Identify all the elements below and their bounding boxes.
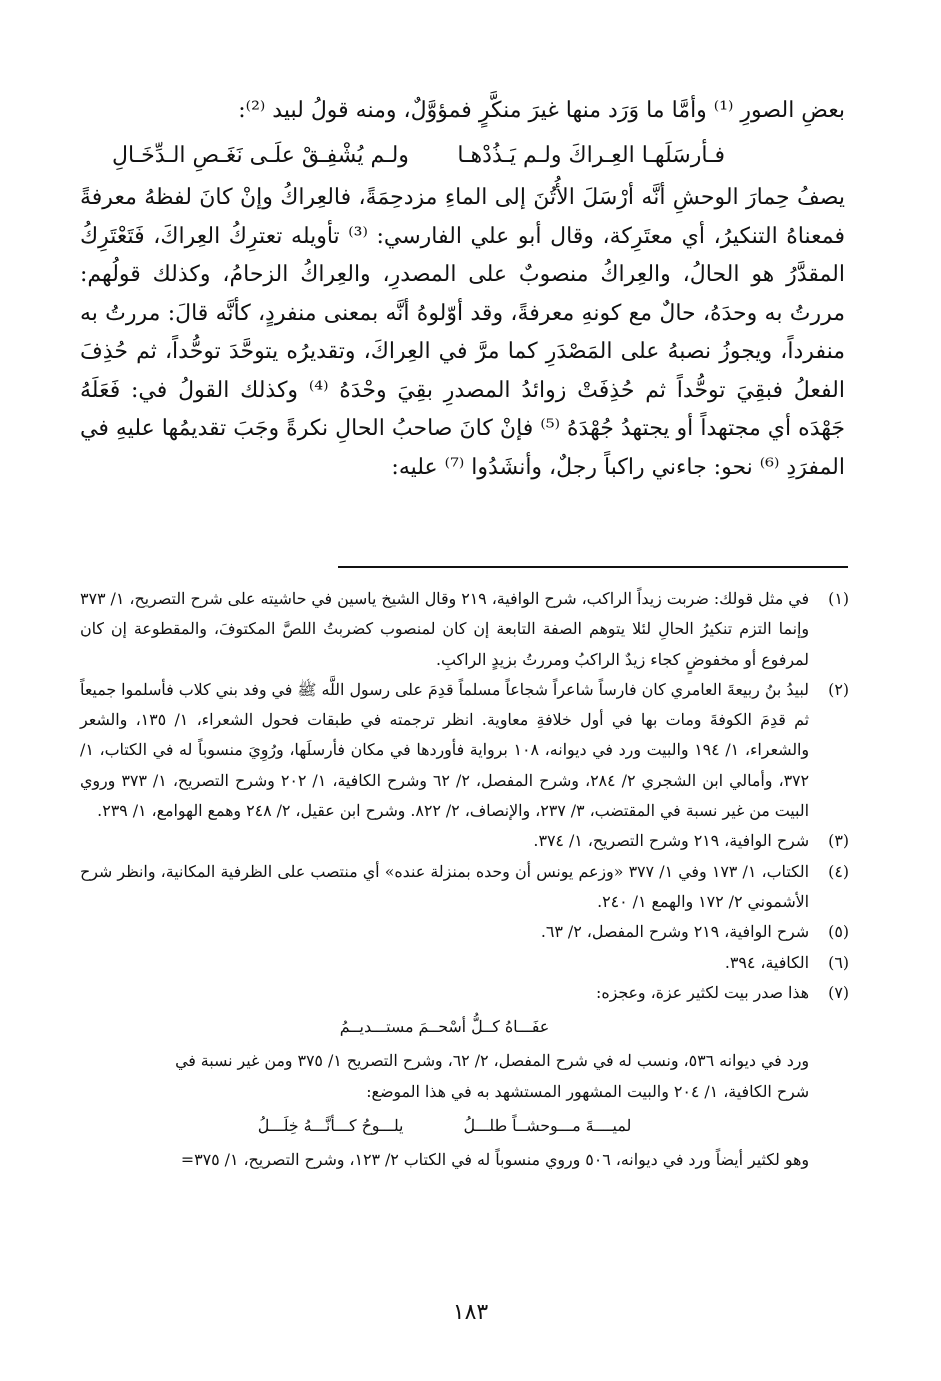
footnote-text: لبيدُ بنُ ربيعةَ العامري كان فارساً شاعراً شجاعاً مسلماً قدِمَ على رسول اللَّه ﷺ في وفد بني كلاب فأسلموا جميعاً ثم قدِمَ الكوفةَ ومات بها في أول خلافةِ معاوية. انظر ترجمته في طبقات فحول الشعراء، ١/ ١٣٥، والشعر والشعراء، ١/ ١٩٤ والبيت ورد في ديوانه، ١٠٨ برواية فأوردها في مكان فأرسلَها، ورُوِيَ منسوباً له في الكتاب، ١/ ٣٧٢، وأمالي ابن الشجري ٢/ ٢٨٤، وشرح المفصل، ٢/ ٦٢ وشرح الكافية، ١/ ٢٠٢ وشرح التصريح، ١/ ٣٧٣ وروي البيت من غير نسبة في المقتضب، ٣/ ٢٣٧، والإنصاف، ٢/ ٨٢٢. وشرح ابن عقيل، ٢/ ٢٤٨ وهمع الهوامع، ١/ ٢٣٩. [80, 679, 810, 821]
footnote-1 [80, 584, 849, 675]
footnote-3 [80, 826, 849, 856]
footnote-6 [80, 948, 849, 978]
verse-second-hemistich: عفَـــاهُ كــلُّ أسْحــمَ مستـــديــمُ [339, 1017, 550, 1037]
footnote-7 [80, 978, 849, 1008]
footnote-text: الكتاب، ١/ ١٧٣ وفي ١/ ٣٧٧ «وزعم يونس أن وحده بمنزلة عنده» أي منتصب على الظرفية المكانية، وانظر شرح الأشموني ٢/ ١٧٢ والهمع ١/ ٢٤٠. [80, 861, 810, 911]
footnote-number: (٦) [828, 952, 849, 972]
footnote-verse [80, 1107, 809, 1145]
verse-second-hemistich: يلـــوحُ كـــأنَّـــهُ خِلَـــلُ [257, 1116, 404, 1136]
footnotes [80, 584, 849, 1176]
footnote-number: (١) [828, 589, 849, 608]
verse-second-hemistich: ولـم يُشْفِـقْ علَـى نَغَـصِ الـدِّخَـالِ [112, 142, 409, 168]
footnote-number: (٧) [828, 982, 849, 1002]
footnote-text: في مثل قولك: ضربت زيداً الراكب، شرح الوافية، ٢١٩ وقال الشيخ ياسين في حاشيته على شرح التصريح، ١/ ٣٧٣ وإنما التزم تنكيرُ الحالِ لئلا يتوهم الصفة التابعة إن كان لمنصوب كضربتُ اللصَّ المكتوفَ، والمقطوعة إن كان لمرفوع أو مخفوضٍ كجاء زيدٌ الراكبُ ومررتُ بزيدٍ الراكبِ. [80, 589, 809, 669]
footnote-verse-hemistich [80, 1008, 809, 1046]
main-text [80, 92, 845, 487]
footnote-text: هذا صدر بيت لكثير عزة، وعجزه: [596, 982, 809, 1002]
page-number: ١٨٣ [452, 1300, 489, 1325]
footnote-number: (٣) [828, 831, 849, 851]
footnote-2 [80, 675, 849, 826]
footnote-separator [338, 566, 848, 568]
footnote-text: شرح الوافية، ٢١٩ وشرح التصريح، ١/ ٣٧٤. [533, 831, 809, 851]
footnote-number: (٢) [828, 679, 849, 699]
footnote-continuation: شرح الكافية، ١/ ٢٠٤ والبيت المشهور المستشهد به في هذا الموضع: [366, 1081, 809, 1101]
paragraph-explanation: يصفُ حِمارَ الوحشِ أنَّه أرْسَلَ الأُتُنَ إلى الماءِ مزدحِمَةً، فالعِراكُ وإنْ كانَ لفظهُ معرفةً فمعناهُ التنكيرُ، أي معتَرِكة، وقال أبو علي الفارسي: ⁽³⁾ تأويله تعترِكُ العِراكَ، فَتَعْتَرِكُ المقدَّرُ هو الحالُ، والعِراكُ منصوبٌ على المصدرِ، والعِراكُ الزحامُ، وكذلك قولُهم: مررتُ به وحدَهُ، حالٌ مع كونهِ معرفةً، وقد أوّلوهُ أنَّه بمعنى منفردٍ، كأنَّه قالَ: مررتُ به منفرداً، ويجوزُ نصبهُ على المَصْدَرِ كما مرَّ في العِراكَ، وتقديرُه يتوحَّدَ توحُّداً، ثم حُذِفَ الفعلُ فبقِيَ توحُّداً ثم حُذِفَتْ زوائدُ المصدرِ بقِيَ وحْدَهُ ⁽⁴⁾ وكذلك القولُ في: فَعَلَهُ جَهْدَه أي مجتهداً أو يجتهدُ جُهْدَهُ ⁽⁵⁾ فإنْ كانَ صاحبُ الحالِ نكرةً وجَبَ تقديمُها عليهِ في المفرَدِ ⁽⁶⁾ نحو: جاءني راكباً رجلٌ، وأنشَدُوا ⁽⁷⁾ عليه: [80, 185, 845, 480]
footnote-4 [80, 857, 849, 918]
paragraph-intro: بعضِ الصورِ ⁽¹⁾ وأمَّا ما وَرَد منها غيرَ منكَّرٍ فمؤوَّلٌ، ومنه قولُ لبيد ⁽²⁾: [238, 98, 845, 123]
footnote-text: الكافية، ٣٩٤. [724, 952, 809, 972]
footnote-5 [80, 917, 849, 947]
footnote-number: (٥) [828, 922, 849, 942]
footnote-continuation: وهو لكثير أيضاً ورد في ديوانه، ٥٠٦ وروي منسوباً له في الكتاب ٢/ ١٢٣، وشرح التصريح، ١/ ٣٧٥= [180, 1150, 809, 1170]
footnote-number: (٤) [828, 861, 849, 881]
verse-first-hemistich: لميــــةَ مـــوحشــاً طلـــلُ [463, 1116, 632, 1136]
footnote-text: شرح الوافية، ٢١٩ وشرح المفصل، ٢/ ٦٣. [540, 922, 809, 942]
footnote-continuation: ورد في ديوانه ٥٣٦، ونسب له في شرح المفصل، ٢/ ٦٢، وشرح التصريح ١/ ٣٧٥ ومن غير نسبة في [175, 1051, 809, 1071]
poem-verse [80, 137, 845, 176]
verse-first-hemistich: فـأرسَلَهـا العِـراكَ ولـم يَـذُدْهـا [457, 142, 725, 168]
